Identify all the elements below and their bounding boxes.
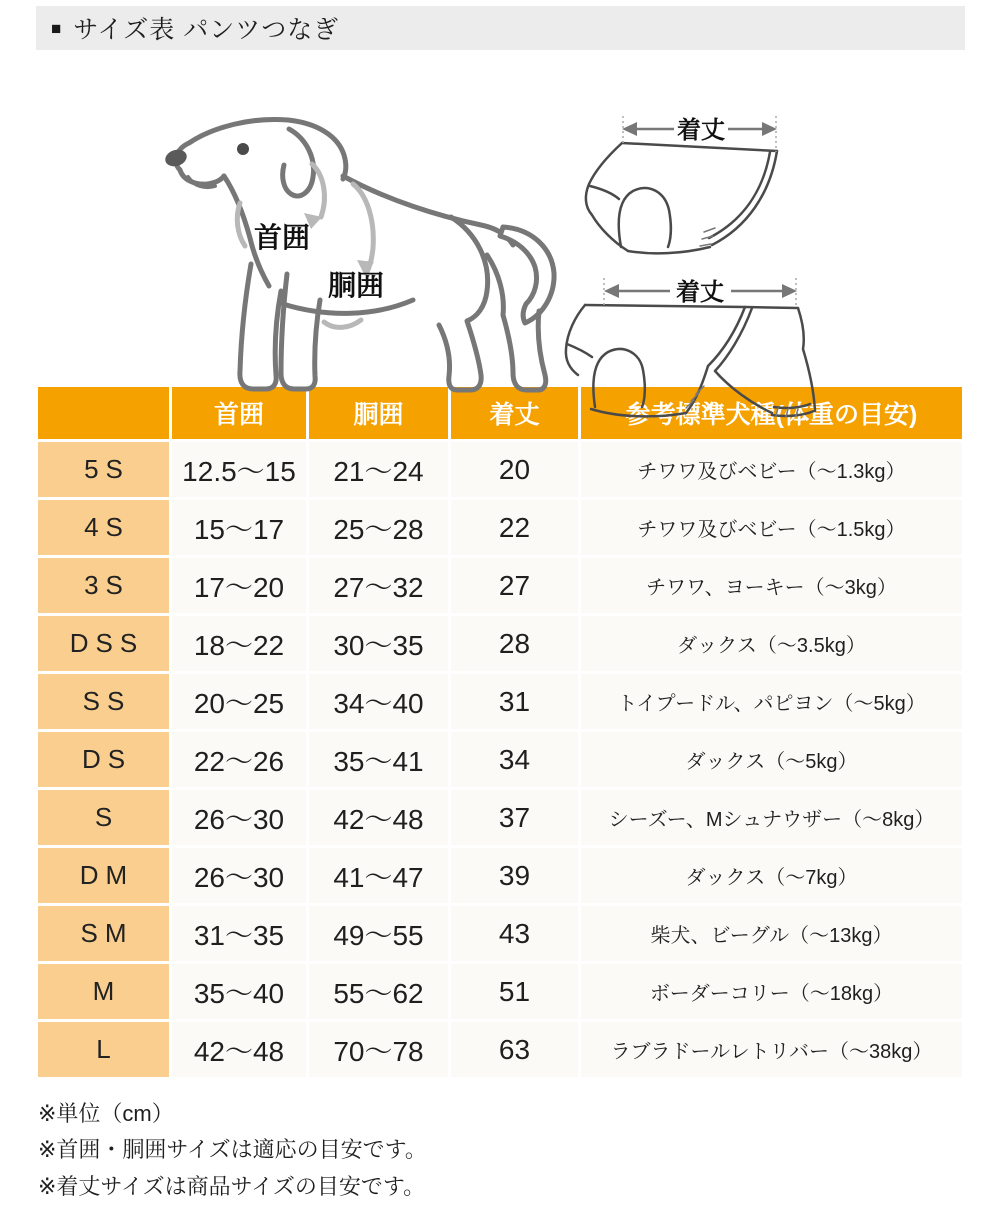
neck-value: 20～25 — [172, 674, 306, 729]
length-value: 34 — [451, 732, 578, 787]
girth-value: 34～40 — [309, 674, 448, 729]
neck-value: 18～22 — [172, 616, 306, 671]
neck-value: 31～35 — [172, 906, 306, 961]
girth-value: 42～48 — [309, 790, 448, 845]
neck-value: 26～30 — [172, 790, 306, 845]
neck-value: 17～20 — [172, 558, 306, 613]
breed-value: ダックス（～5kg） — [581, 732, 962, 787]
header-neck: 首囲 — [172, 387, 306, 439]
breed-value: ダックス（～7kg） — [581, 848, 962, 903]
header-girth: 胴囲 — [309, 387, 448, 439]
neck-value: 26～30 — [172, 848, 306, 903]
length-value: 28 — [451, 616, 578, 671]
breed-value: ダックス（～3.5kg） — [581, 616, 962, 671]
girth-value: 70～78 — [309, 1022, 448, 1077]
breed-value: チワワ及びベビー（～1.5kg） — [581, 500, 962, 555]
length-value: 27 — [451, 558, 578, 613]
size-label: 4S — [38, 500, 169, 555]
breed-value: ラブラドールレトリバー（～38kg） — [581, 1022, 962, 1077]
size-label: SS — [38, 674, 169, 729]
header-length: 着丈 — [451, 387, 578, 439]
dog-measurement-diagram — [150, 114, 562, 420]
girth-value: 25～28 — [309, 500, 448, 555]
girth-value: 27～32 — [309, 558, 448, 613]
breed-value: 柴犬、ビーグル（～13kg） — [581, 906, 962, 961]
length-value: 63 — [451, 1022, 578, 1077]
size-label: DSS — [38, 616, 169, 671]
breed-value: シーズー、Mシュナウザー（～8kg） — [581, 790, 962, 845]
neck-girth-label: 首囲 — [254, 222, 311, 253]
table-row — [38, 442, 962, 497]
neck-value: 35～40 — [172, 964, 306, 1019]
breed-value: ボーダーコリー（～18kg） — [581, 964, 962, 1019]
note-neck-girth: ※首囲・胴囲サイズは適応の目安です。 — [38, 1137, 427, 1163]
length-value: 31 — [451, 674, 578, 729]
breed-value: チワワ、ヨーキー（～3kg） — [581, 558, 962, 613]
size-label: 3S — [38, 558, 169, 613]
note-length: ※着丈サイズは商品サイズの目安です。 — [38, 1173, 426, 1199]
dog-eye — [237, 143, 249, 155]
table-row — [38, 1022, 962, 1077]
neck-value: 15～17 — [172, 500, 306, 555]
dog-outline — [176, 119, 554, 390]
girth-value: 55～62 — [309, 964, 448, 1019]
tank-length-label: 着丈 — [677, 117, 725, 144]
girth-value: 35～41 — [309, 732, 448, 787]
footnotes — [38, 1096, 999, 1205]
girth-measure-ring — [324, 184, 374, 327]
dog-nose — [163, 147, 189, 169]
size-label: L — [38, 1022, 169, 1077]
table-row — [38, 906, 962, 961]
neck-value: 12.5～15 — [172, 442, 306, 497]
tank-garment-outline — [586, 143, 777, 253]
table-row — [38, 964, 962, 1019]
note-unit: ※単位（cm） — [38, 1101, 174, 1126]
length-value: 37 — [451, 790, 578, 845]
table-row — [38, 674, 962, 729]
table-row — [38, 616, 962, 671]
table-row — [38, 558, 962, 613]
coverall-length-label: 着丈 — [676, 279, 724, 306]
table-row — [38, 790, 962, 845]
length-value: 39 — [451, 848, 578, 903]
length-value: 51 — [451, 964, 578, 1019]
page-title: サイズ表 パンツつなぎ — [73, 16, 340, 44]
size-label: SM — [38, 906, 169, 961]
section-title-bar — [36, 6, 965, 50]
neck-value: 22～26 — [172, 732, 306, 787]
measurement-illustration — [0, 50, 999, 382]
body-girth-label: 胴囲 — [328, 270, 385, 301]
girth-value: 30～35 — [309, 616, 448, 671]
size-label: S — [38, 790, 169, 845]
length-value: 43 — [451, 906, 578, 961]
size-label: DS — [38, 732, 169, 787]
breed-value: トイプードル、パピヨン（～5kg） — [581, 674, 962, 729]
breed-value: チワワ及びベビー（～1.3kg） — [581, 442, 962, 497]
girth-value: 41～47 — [309, 848, 448, 903]
size-chart-table — [35, 384, 965, 1080]
square-bullet-icon: ■ — [51, 18, 62, 38]
size-label: DM — [38, 848, 169, 903]
coverall-garment-outline — [566, 305, 815, 417]
garment-diagrams — [558, 108, 850, 433]
girth-value: 49～55 — [309, 906, 448, 961]
table-row — [38, 848, 962, 903]
table-row — [38, 732, 962, 787]
girth-value: 21～24 — [309, 442, 448, 497]
header-breed: 参考標準犬種(体重の目安) — [581, 387, 962, 439]
size-label: 5S — [38, 442, 169, 497]
neck-value: 42～48 — [172, 1022, 306, 1077]
length-value: 22 — [451, 500, 578, 555]
table-row — [38, 500, 962, 555]
length-value: 20 — [451, 442, 578, 497]
size-label: M — [38, 964, 169, 1019]
